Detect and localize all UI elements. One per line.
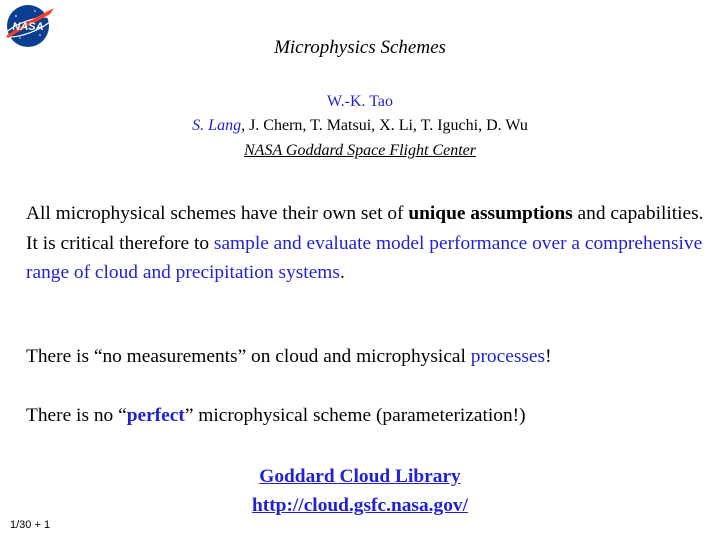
coauthor-lead: S. Lang bbox=[192, 117, 242, 134]
presenter-name: W.-K. Tao bbox=[327, 93, 393, 110]
paragraph-measurements bbox=[26, 342, 706, 372]
text-segment: ” microphysical scheme (parameterization!) bbox=[184, 405, 526, 426]
institution-name: NASA Goddard Space Flight Center bbox=[244, 142, 476, 159]
emphasis-perfect: perfect bbox=[126, 405, 185, 426]
page-number: 1/30 + 1 bbox=[10, 519, 51, 531]
paragraph-assumptions bbox=[26, 199, 706, 288]
links-block bbox=[0, 462, 720, 520]
text-segment: All microphysical schemes have their own set of bbox=[26, 203, 409, 224]
highlight-sample-evaluate: sample and evaluate model performance over a comprehensive range of cloud and precipitation systems bbox=[26, 232, 703, 283]
goddard-cloud-library-link[interactable]: Goddard Cloud Library bbox=[259, 466, 461, 487]
emphasis-unique-assumptions: unique assumptions bbox=[408, 203, 573, 224]
text-segment: ! bbox=[545, 346, 552, 367]
coauthor-list: , J. Chern, T. Matsui, X. Li, T. Iguchi, D. Wu bbox=[241, 117, 528, 134]
paragraph-perfect bbox=[26, 401, 706, 431]
text-segment: and capabilities. It is critical therefore to bbox=[26, 203, 704, 254]
coauthor-line bbox=[0, 117, 720, 135]
svg-text:NASA: NASA bbox=[12, 21, 44, 33]
text-segment: There is “no measurements” on cloud and microphysical bbox=[26, 346, 471, 367]
text-segment: . bbox=[339, 262, 345, 283]
highlight-processes: processes bbox=[470, 346, 546, 367]
slide-title: Microphysics Schemes bbox=[274, 37, 446, 58]
cloud-url-link[interactable]: http://cloud.gsfc.nasa.gov/ bbox=[251, 495, 468, 516]
institution-line bbox=[0, 142, 720, 160]
text-segment: There is no “ bbox=[26, 405, 127, 426]
